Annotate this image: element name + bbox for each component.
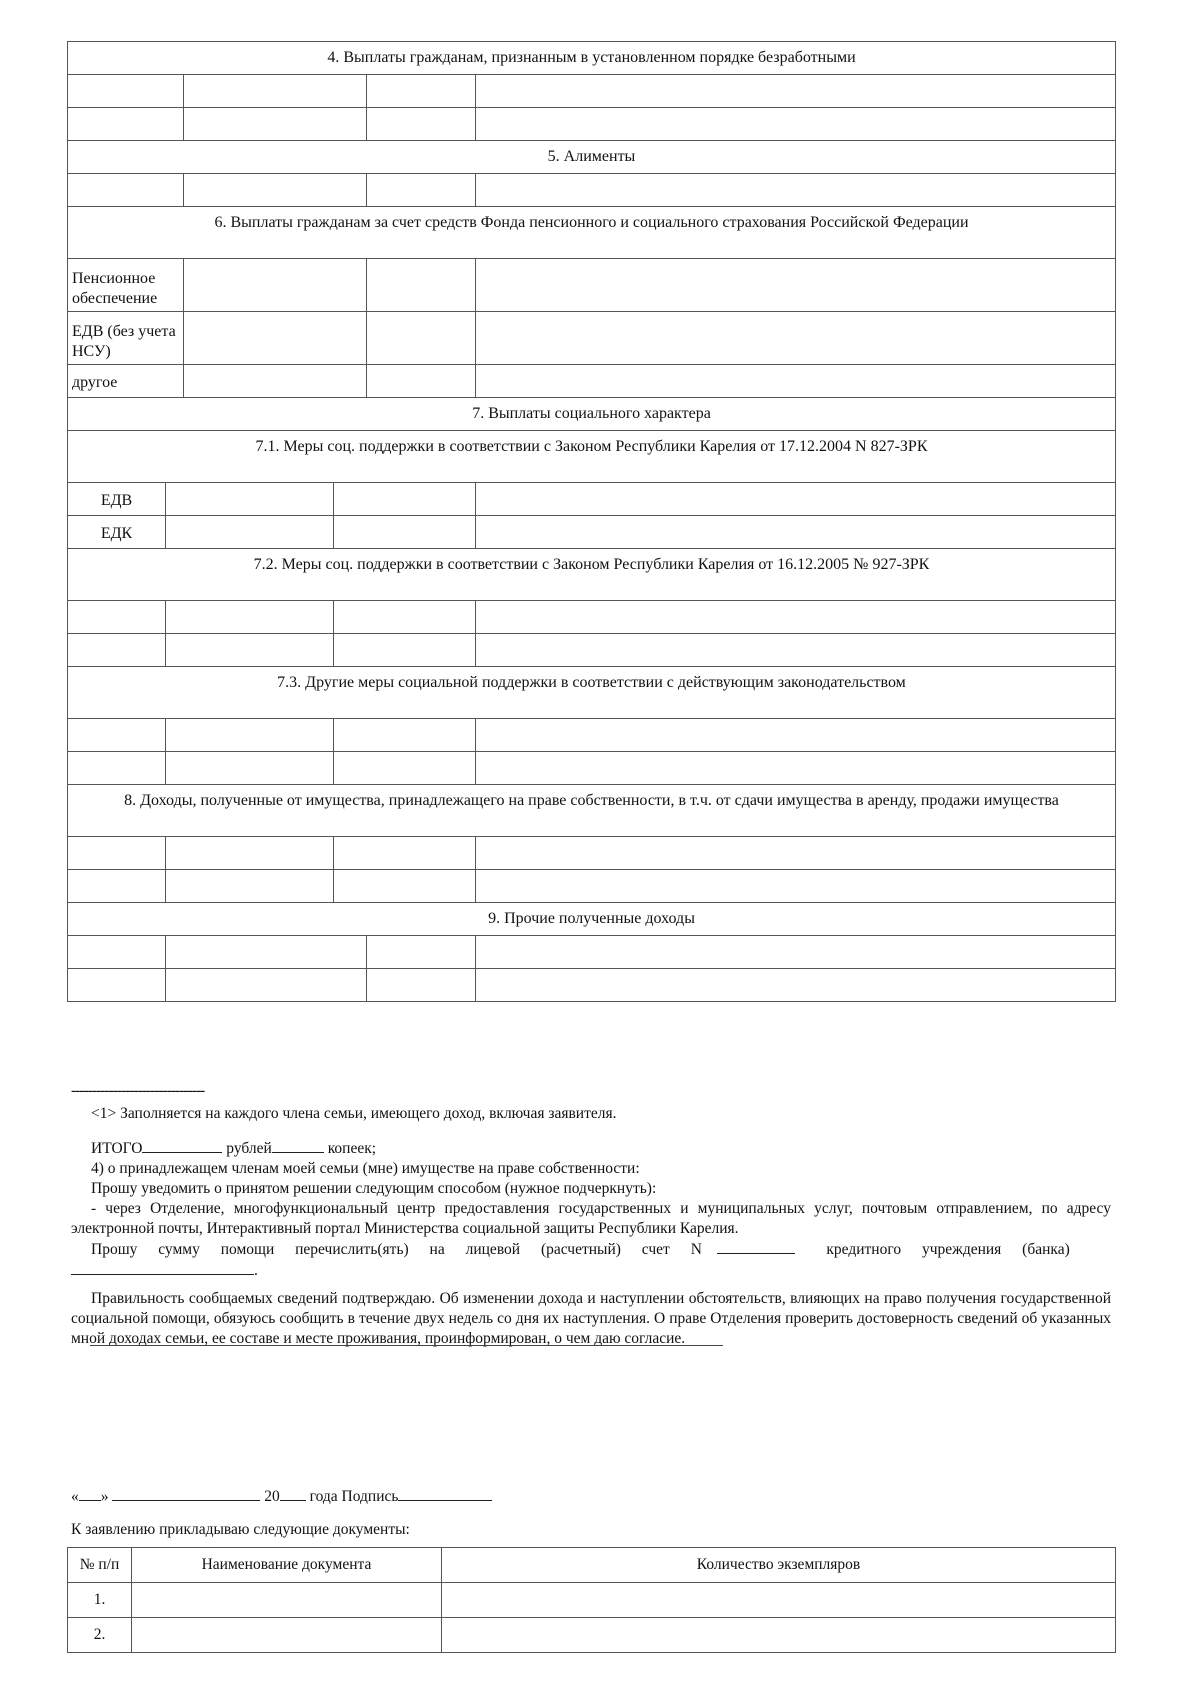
- table-row: [68, 719, 1116, 752]
- table-row: [68, 483, 1116, 516]
- notify-methods: - через Отделение, многофункциональный центр предоставления государственных и муниципальных услуг, почтовым отправлением, по адресу электронной почты, Интерактивный портал Министерства социальной защиты Республики Карелия.: [71, 1200, 1111, 1237]
- edv-label: ЕДВ: [68, 483, 166, 516]
- confirm-text: Правильность сообщаемых сведений подтверждаю. Об изменении дохода и наступлении обстоятельств, влияющих на право получения государственной социальной помощи, обязуюсь сообщить в течение двух недель со дня их наступления. О праве Отделения проверить достоверность сведений об указанных мной доходах семьи, ее составе и месте проживания, проинформирован, о чем даю согласие.: [71, 1290, 1111, 1347]
- section-4-title: 4. Выплаты гражданам, признанным в установленном порядке безработными: [68, 42, 1116, 75]
- year-field[interactable]: [280, 1486, 306, 1501]
- table-row: [68, 108, 1116, 141]
- pension-label: Пенсионное обеспечение: [68, 259, 184, 312]
- footnote-separator: --------------------------------: [71, 1082, 205, 1099]
- table-row: [68, 936, 1116, 969]
- signature-line[interactable]: [90, 1345, 723, 1346]
- table-row: [68, 365, 1116, 398]
- col-number-header: № п/п: [68, 1548, 132, 1583]
- other-label: другое: [68, 365, 184, 398]
- table-row: [68, 312, 1116, 365]
- row-number: 2.: [68, 1618, 132, 1653]
- month-field[interactable]: [112, 1486, 260, 1501]
- table-header-row: [68, 1548, 1116, 1583]
- section-7-2-title: 7.2. Меры соц. поддержки в соответствии с Законом Республики Карелия от 16.12.2005 № 927-ЗРК: [68, 549, 1116, 601]
- signature-field[interactable]: [398, 1486, 492, 1501]
- edv-nsu-label: ЕДВ (без учета НСУ): [68, 312, 184, 365]
- account-field[interactable]: [717, 1239, 795, 1254]
- attachments-table: [67, 1547, 1116, 1653]
- attachments-title: К заявлению прикладываю следующие документы:: [71, 1521, 410, 1538]
- col-copies-header: Количество экземпляров: [442, 1548, 1116, 1583]
- footnote-text: <1> Заполняется на каждого члена семьи, имеющего доход, включая заявителя.: [91, 1105, 617, 1122]
- date-signature-line: « » 20 года Подпись: [71, 1486, 492, 1506]
- notify-line: Прошу уведомить о принятом решении следующим способом (нужное подчеркнуть):: [91, 1180, 657, 1197]
- table-row: [68, 75, 1116, 108]
- total-kop-field[interactable]: [272, 1138, 324, 1153]
- property-line: 4) о принадлежащем членам моей семьи (мне) имуществе на праве собственности:: [91, 1160, 640, 1177]
- table-row: [68, 601, 1116, 634]
- transfer-line: Прошу сумму помощи перечислить(ять) на лицевой (расчетный) счет N кредитного учреждения (банка): [91, 1241, 1070, 1258]
- section-7-title: 7. Выплаты социального характера: [68, 398, 1116, 431]
- section-6-title: 6. Выплаты гражданам за счет средств Фонда пенсионного и социального страхования Российской Федерации: [68, 207, 1116, 259]
- table-row: [68, 752, 1116, 785]
- section-5-title: 5. Алименты: [68, 141, 1116, 174]
- total-line: ИТОГО рублей копеек;: [91, 1140, 377, 1157]
- section-8-title: 8. Доходы, полученные от имущества, принадлежащего на праве собственности, в т.ч. от сдачи имущества в аренду, продажи имущества: [68, 785, 1116, 837]
- table-row: [68, 1583, 1116, 1618]
- table-row: [68, 837, 1116, 870]
- table-row: [68, 1618, 1116, 1653]
- section-7-3-title: 7.3. Другие меры социальной поддержки в соответствии с действующим законодательством: [68, 667, 1116, 719]
- table-row: [68, 259, 1116, 312]
- form-body-text: [71, 1081, 1111, 1349]
- section-7-1-title: 7.1. Меры соц. поддержки в соответствии с Законом Республики Карелия от 17.12.2004 N 827-ЗРК: [68, 431, 1116, 483]
- table-row: [68, 174, 1116, 207]
- table-row: [68, 634, 1116, 667]
- table-row: [68, 516, 1116, 549]
- table-row: [68, 870, 1116, 903]
- section-9-title: 9. Прочие полученные доходы: [68, 903, 1116, 936]
- bank-line: .: [71, 1260, 1111, 1281]
- bank-field[interactable]: [71, 1260, 254, 1275]
- day-field[interactable]: [79, 1486, 101, 1501]
- row-number: 1.: [68, 1583, 132, 1618]
- col-doc-name-header: Наименование документа: [132, 1548, 442, 1583]
- income-table: [67, 41, 1116, 1002]
- table-row: [68, 969, 1116, 1002]
- total-rub-field[interactable]: [142, 1138, 222, 1153]
- edk-label: ЕДК: [68, 516, 166, 549]
